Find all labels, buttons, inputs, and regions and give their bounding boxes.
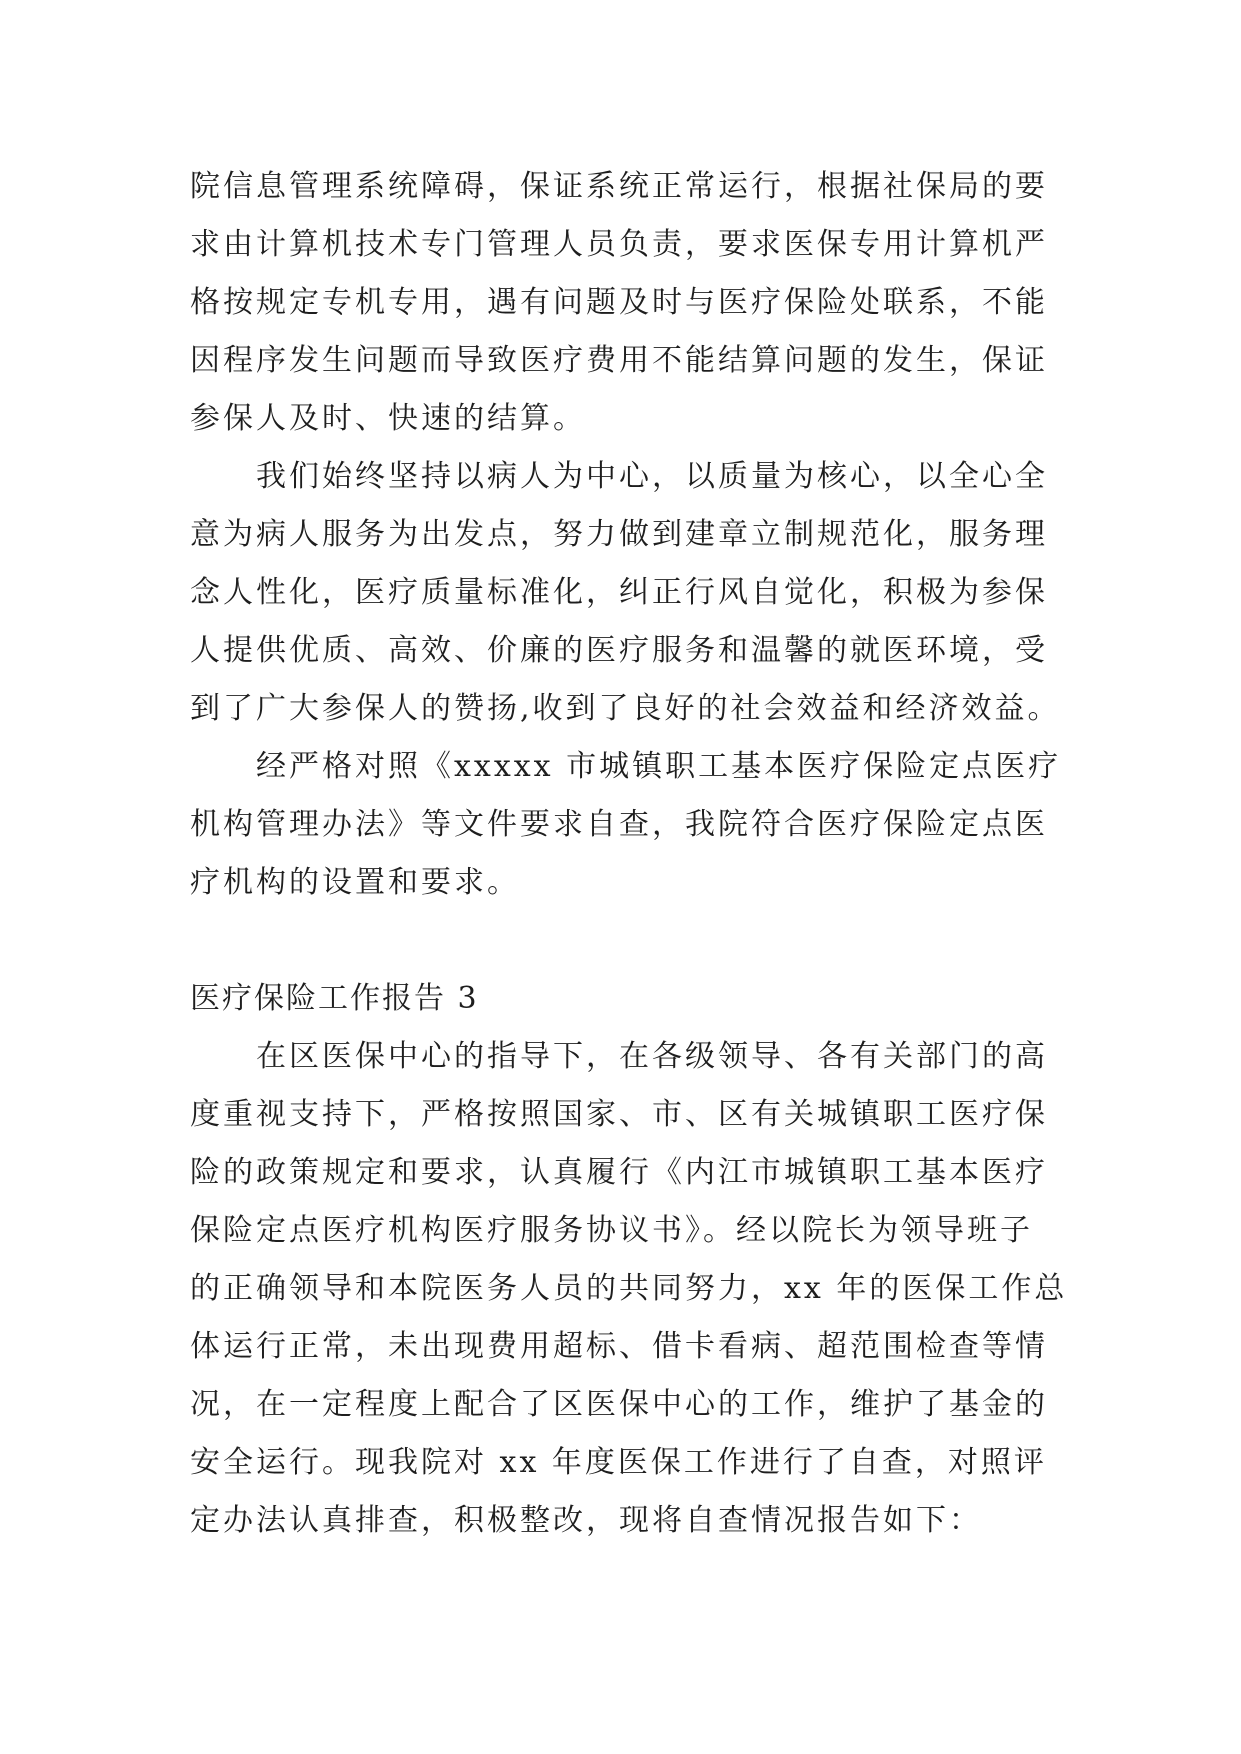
text-line: 人提供优质、高效、价廉的医疗服务和温馨的就医环境，受 (190, 633, 1048, 668)
blank-line (190, 912, 1056, 970)
text-line: 保险定点医疗机构医疗服务协议书》。经以院长为领导班子 (190, 1213, 1033, 1248)
text-line: 况，在一定程度上配合了区医保中心的工作，维护了基金的 (190, 1387, 1048, 1422)
section-heading: 医疗保险工作报告 3 (190, 981, 479, 1016)
text-line: 院信息管理系统障碍，保证系统正常运行，根据社保局的要 (190, 169, 1048, 204)
text-line: 安全运行。现我院对 xx 年度医保工作进行了自查，对照评 (190, 1445, 1047, 1480)
text-line: 在区医保中心的指导下，在各级领导、各有关部门的高 (256, 1039, 1048, 1074)
text-line: 体运行正常，未出现费用超标、借卡看病、超范围检查等情 (190, 1329, 1048, 1364)
paragraph-system-maintenance (190, 158, 1056, 448)
paragraph-report-introduction (190, 1028, 1068, 1550)
text-line: 险的政策规定和要求，认真履行《内江市城镇职工基本医疗 (190, 1155, 1048, 1190)
text-line: 求由计算机技术专门管理人员负责，要求医保专用计算机严 (190, 227, 1048, 262)
text-line: 度重视支持下，严格按照国家、市、区有关城镇职工医疗保 (190, 1097, 1048, 1132)
text-line: 参保人及时、快速的结算。 (190, 401, 586, 436)
paragraph-patient-centered (190, 448, 1061, 738)
paragraph-self-check-conclusion (190, 738, 1062, 912)
text-line: 机构管理办法》等文件要求自查，我院符合医疗保险定点医 (190, 807, 1048, 842)
document-body (190, 158, 1068, 1550)
text-line: 经严格对照《xxxxx 市城镇职工基本医疗保险定点医疗 (256, 749, 1062, 784)
text-line: 因程序发生问题而导致医疗费用不能结算问题的发生，保证 (190, 343, 1048, 378)
text-line: 到了广大参保人的赞扬,收到了良好的社会效益和经济效益。 (190, 691, 1061, 726)
text-line: 的正确领导和本院医务人员的共同努力，xx 年的医保工作总 (190, 1271, 1068, 1306)
text-line: 念人性化，医疗质量标准化，纠正行风自觉化，积极为参保 (190, 575, 1048, 610)
text-line: 我们始终坚持以病人为中心，以质量为核心，以全心全 (256, 459, 1048, 494)
text-line: 意为病人服务为出发点，努力做到建章立制规范化，服务理 (190, 517, 1048, 552)
text-line: 定办法认真排查，积极整改，现将自查情况报告如下： (190, 1503, 982, 1538)
text-line: 疗机构的设置和要求。 (190, 865, 520, 900)
text-line: 格按规定专机专用，遇有问题及时与医疗保险处联系，不能 (190, 285, 1048, 320)
